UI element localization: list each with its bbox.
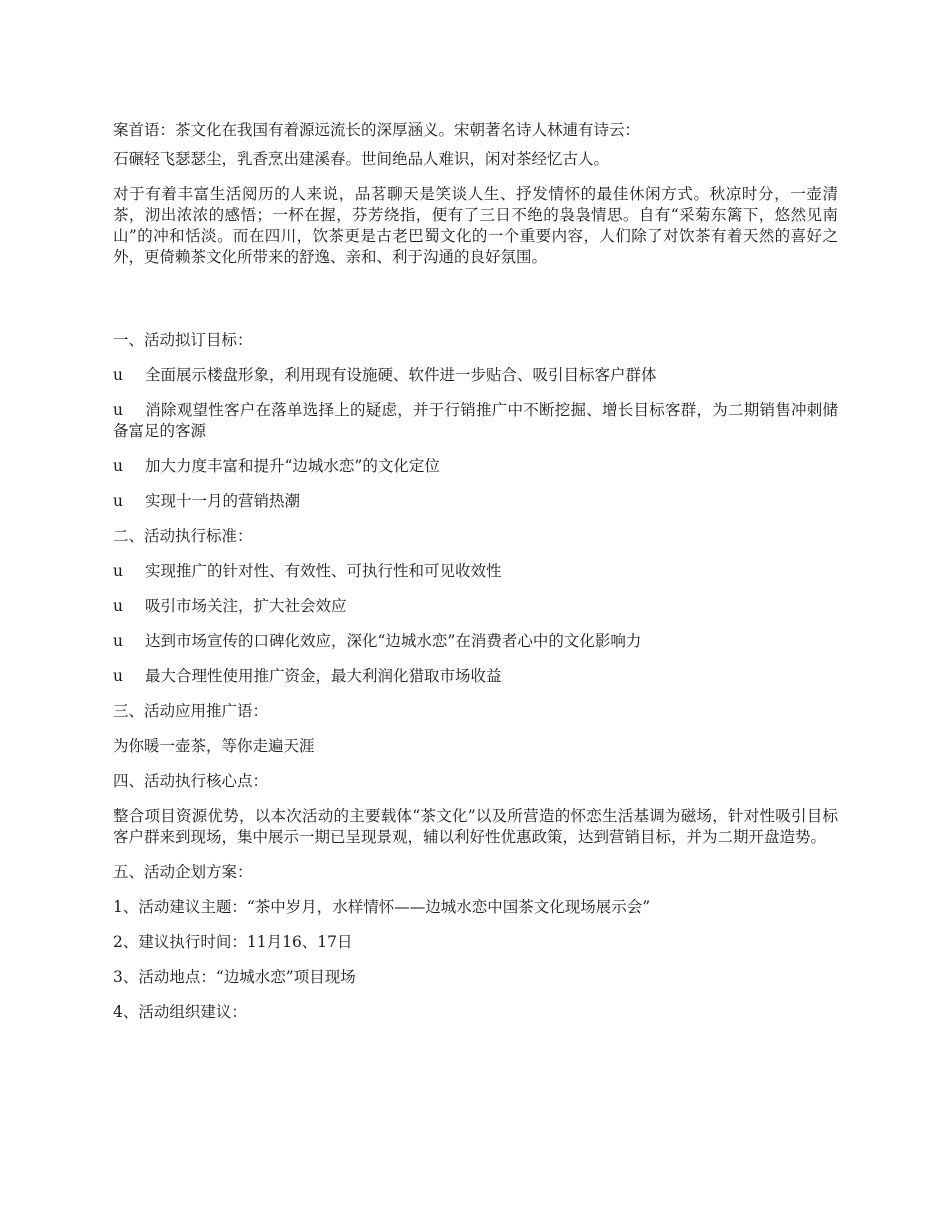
bullet-marker: u xyxy=(113,667,123,685)
slogan-text: 为你暖一壶茶，等你走遍天涯 xyxy=(113,737,315,755)
goal-item-text: 消除观望性客户在落单选择上的疑虑，并于行销推广中不断挖掘、增长目标客群，为二期销售冲刺储备富足的客源 xyxy=(113,401,838,440)
goal-item xyxy=(113,456,838,477)
goal-item-text: 加大力度丰富和提升“边城水恋”的文化定位 xyxy=(145,457,440,475)
goal-item xyxy=(113,400,838,442)
section-heading-plan: 五、活动企划方案： xyxy=(113,863,253,881)
plan-item: 2、建议执行时间：11月16、17日 xyxy=(113,933,353,951)
section-heading-goals: 一、活动拟订目标： xyxy=(113,331,253,349)
standard-item-text: 最大合理性使用推广资金，最大利润化猎取市场收益 xyxy=(145,667,502,685)
standard-item-text: 吸引市场关注，扩大社会效应 xyxy=(145,597,347,615)
plan-item: 4、活动组织建议： xyxy=(113,1003,247,1021)
standard-item-text: 实现推广的针对性、有效性、可执行性和可见收效性 xyxy=(145,562,502,580)
spacer xyxy=(113,282,838,330)
bullet-marker: u xyxy=(113,401,123,419)
standard-item xyxy=(113,666,838,687)
bullet-marker: u xyxy=(113,457,123,475)
bullet-marker: u xyxy=(113,597,123,615)
goal-item-text: 全面展示楼盘形象，利用现有设施硬、软件进一步贴合、吸引目标客户群体 xyxy=(145,366,657,384)
goal-item xyxy=(113,491,838,512)
section-heading-slogan: 三、活动应用推广语： xyxy=(113,702,269,720)
section-heading-standards: 二、活动执行标准： xyxy=(113,527,253,545)
section-heading-core: 四、活动执行核心点： xyxy=(113,772,269,790)
bullet-marker: u xyxy=(113,366,123,384)
standard-item xyxy=(113,631,838,652)
standard-item-text: 达到市场宣传的口碑化效应，深化“边城水恋”在消费者心中的文化影响力 xyxy=(145,632,642,650)
poem-line: 石碾轻飞瑟瑟尘，乳香烹出建溪春。世间绝品人难识，闲对茶经忆古人。 xyxy=(113,150,610,168)
document-page xyxy=(113,120,838,1037)
bullet-marker: u xyxy=(113,492,123,510)
goal-item-text: 实现十一月的营销热潮 xyxy=(145,492,301,510)
intro-paragraph: 案首语：茶文化在我国有着源远流长的深厚涵义。宋朝著名诗人林逋有诗云： xyxy=(113,121,641,139)
standard-item xyxy=(113,561,838,582)
bullet-marker: u xyxy=(113,632,123,650)
bullet-marker: u xyxy=(113,562,123,580)
plan-item: 1、活动建议主题：“茶中岁月，水样情怀——边城水恋中国茶文化现场展示会” xyxy=(113,898,651,916)
plan-item: 3、活动地点：“边城水恋”项目现场 xyxy=(113,968,356,986)
intro-body-paragraph: 对于有着丰富生活阅历的人来说，品茗聊天是笑谈人生、抒发情怀的最佳休闲方式。秋凉时分，一壶清茶，沏出浓浓的感悟；一杯在握，芬芳绕指，便有了三日不绝的袅袅情思。自有“采菊东篱下，悠然见南山”的冲和恬淡。而在四川，饮茶更是古老巴蜀文化的一个重要内容，人们除了对饮茶有着天然的喜好之外，更倚赖茶文化所带来的舒逸、亲和、利于沟通的良好氛围。 xyxy=(113,185,838,266)
standard-item xyxy=(113,596,838,617)
core-paragraph: 整合项目资源优势，以本次活动的主要载体“茶文化”以及所营造的怀恋生活基调为磁场，针对性吸引目标客户群来到现场，集中展示一期已呈现景观，辅以利好性优惠政策，达到营销目标，并为二期开盘造势。 xyxy=(113,807,838,846)
goal-item xyxy=(113,365,838,386)
